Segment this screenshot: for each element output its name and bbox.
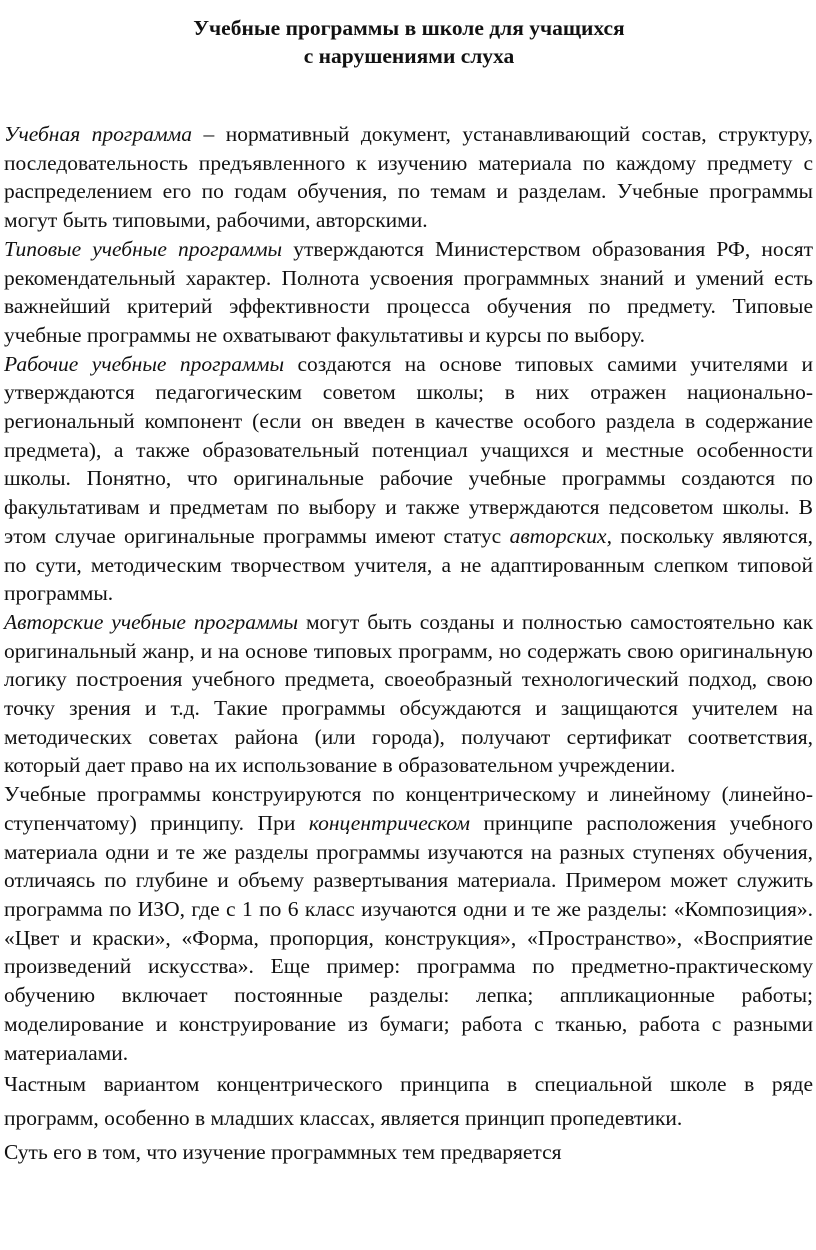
document-body xyxy=(0,120,816,1169)
paragraph-text: Суть его в том, что изучение программных тем предваряется xyxy=(4,1140,562,1165)
paragraph-text: принципе расположения учебного материала одни и те же разделы программы изучаются на разных ступенях обучения, отличаясь по глубине и объему развертывания материала. Примером может служить программа по ИЗО, где с 1 по 6 класс изучаются одни и те же разделы: «Композиция». «Цвет и краски», «Форма, пропорция, конструкция», «Пространство», «Восприятие произведений искусства». Еще пример: программа по предметно-практическому обучению включает постоянные разделы: лепка; аппликационные работы; моделирование и конструирование из бумаги; работа с тканью, работа с разными материалами. xyxy=(4,810,813,1065)
title-line-2: с нарушениями слуха xyxy=(303,44,515,68)
paragraph-text: могут быть созданы и полностью самостоятельно как оригинальный жанр, и на основе типовых программ, но содержать свою оригинальную логику построения учебного предмета, своеобразный технологический подход, свою точку зрения и т.д. Такие программы обсуждаются и защищаются учителем на методических советах района (или города), получают сертификат соответствия, который дает право на их использование в образовательном учреждении. xyxy=(4,609,814,778)
term-working-programs: Рабочие учебные программы xyxy=(4,351,285,376)
document-title xyxy=(0,14,816,70)
term-typical-programs: Типовые учебные программы xyxy=(4,236,283,261)
paragraph-essence xyxy=(4,1135,813,1169)
paragraph-authored-programs xyxy=(4,608,813,780)
paragraph-construction-principles xyxy=(4,780,813,1067)
term-authored-programs: Авторские учебные программы xyxy=(4,609,299,634)
paragraph-text: Частным вариантом концентрического принципа в специальной школе в ряде программ, особенно в младших классах, является принцип пропедевтики. xyxy=(4,1072,813,1131)
paragraph-text: утверждаются Министерством образования РФ, носят рекомендательный характер. Полнота усвоения программных знаний и умений есть важнейший критерий эффективности процесса обучения по предмету. Типовые учебные программы не охватывают факультативы и курсы по выбору. xyxy=(4,236,813,347)
paragraph-text: поскольку являются, по сути, методическим творчеством учителя, а не адаптированным слепком типовой программы. xyxy=(4,523,814,606)
paragraph-definition xyxy=(4,120,813,235)
term-uchebnaya-programma: Учебная программа xyxy=(4,122,193,146)
paragraph-text: создаются на основе типовых самими учителями и утверждаются педагогическим советом школы; в них отражен национально-региональный компонент (если он введен в качестве особого раздела в содержание предмета), а также образовательный потенциал учащихся и местные особенности школы. Понятно, что оригинальные рабочие учебные программы создаются по факультативам и предметам по выбору и также утверждаются педсоветом школы. В этом случае оригинальные программы имеют статус xyxy=(4,351,813,548)
paragraph-text: – нормативный документ, устанавливающий состав, структуру, последовательность предъявленного к изучению материала по каждому предмету с распределением его по годам обучения, по темам и разделам. Учебные программы могут быть типовыми, рабочими, авторскими. xyxy=(4,122,813,233)
term-concentric: концентрическом xyxy=(308,810,470,835)
paragraph-typical-programs xyxy=(4,235,813,350)
paragraph-working-programs xyxy=(4,350,813,608)
paragraph-text: Учебные программы конструируются по концентрическому и линейному (линейно-ступенчатому) принципу. При xyxy=(4,782,813,835)
title-line-1: Учебные программы в школе для учащихся xyxy=(193,16,625,40)
term-authored-inline: авторских, xyxy=(509,523,612,548)
paragraph-propaedeutics xyxy=(4,1067,813,1135)
